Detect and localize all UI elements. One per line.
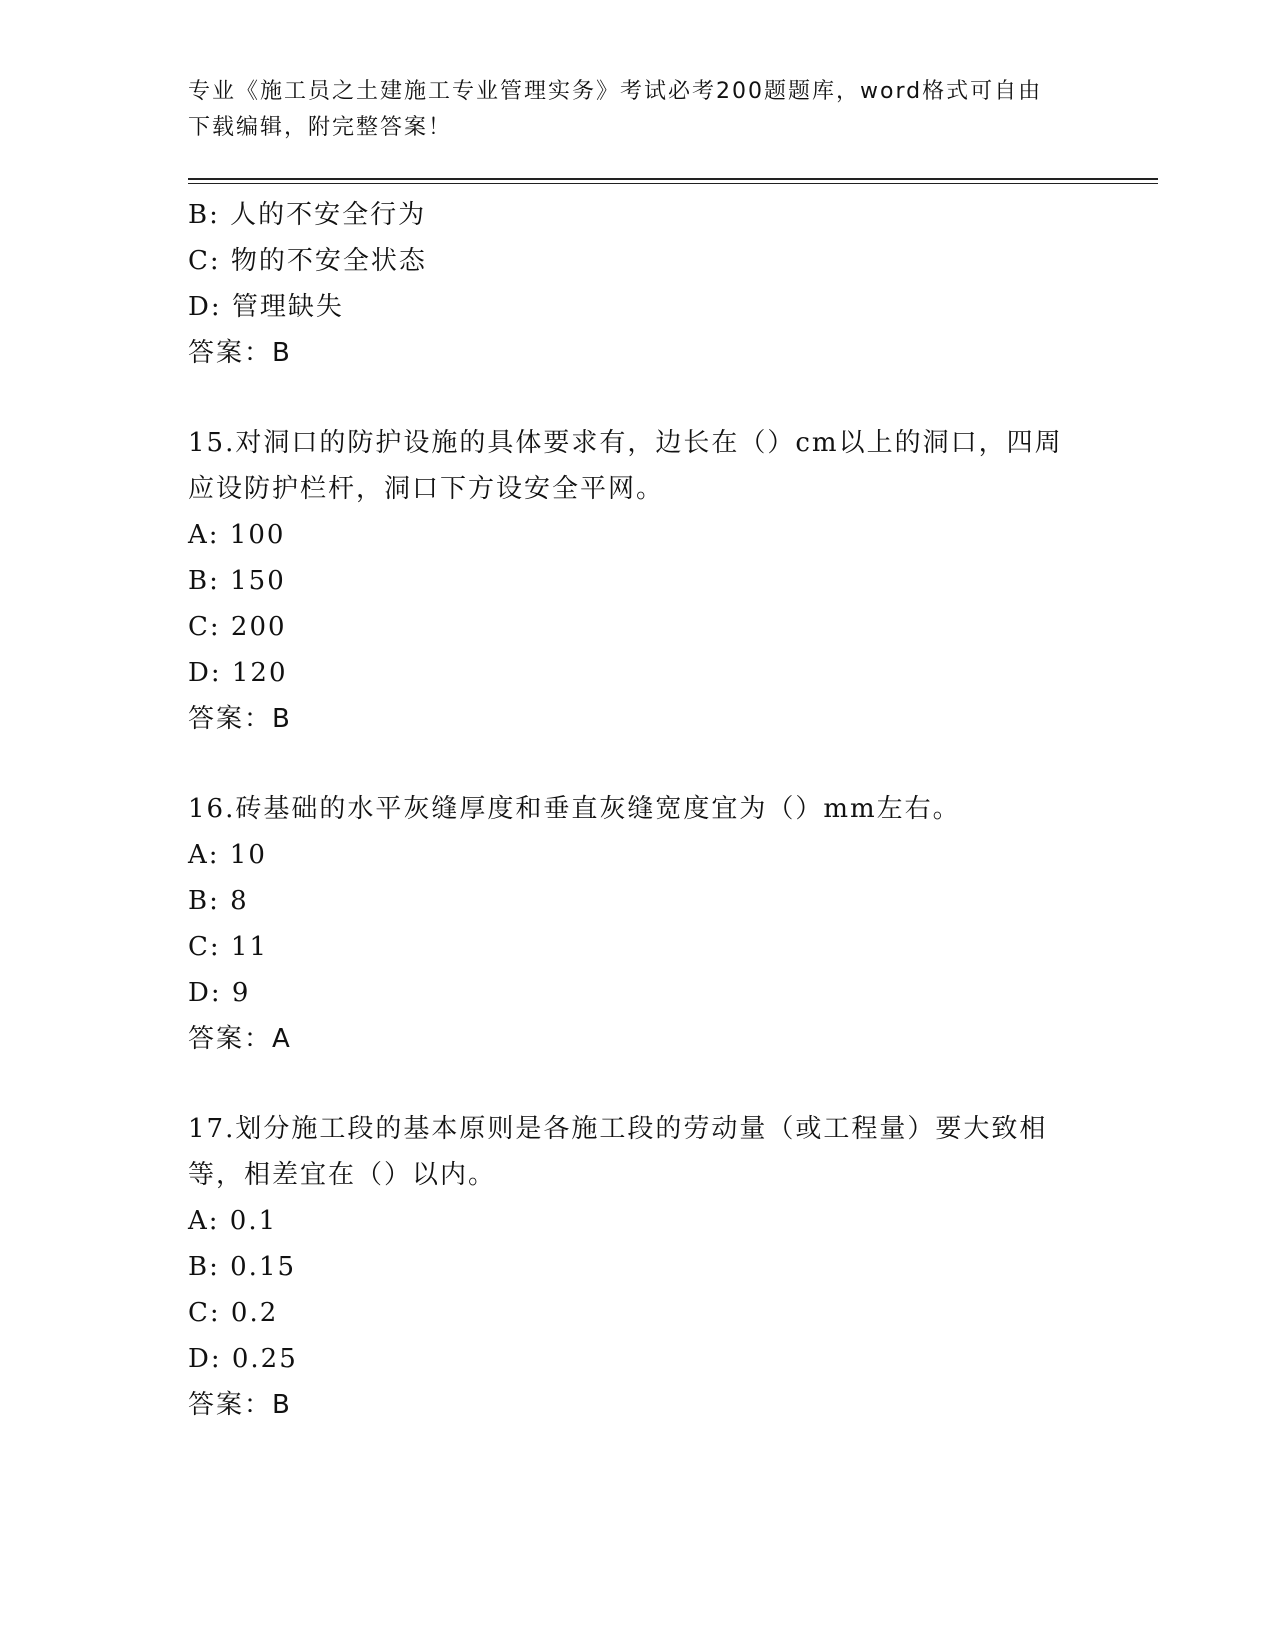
option-d: D: 9 <box>188 978 251 1008</box>
answer-line: 答案：A <box>188 1024 292 1054</box>
option-a: A: 100 <box>188 520 286 550</box>
option-d: D: 120 <box>188 658 288 688</box>
question-text: 16.砖基础的水平灰缝厚度和垂直灰缝宽度宜为（）mm左右。 <box>188 794 961 824</box>
option-b: B: 人的不安全行为 <box>188 200 427 230</box>
question-block-carryover <box>188 192 1088 376</box>
question-block-16 <box>188 786 1088 1062</box>
header-divider-thin <box>188 183 1158 184</box>
option-c: C: 物的不安全状态 <box>188 246 427 276</box>
option-b: B: 150 <box>188 566 286 596</box>
answer-line: 答案：B <box>188 1390 292 1420</box>
option-a: A: 0.1 <box>188 1206 278 1236</box>
question-text: 17.划分施工段的基本原则是各施工段的劳动量（或工程量）要大致相等，相差宜在（）以内。 <box>188 1114 1048 1190</box>
option-d: D: 管理缺失 <box>188 292 344 322</box>
answer-line: 答案：B <box>188 704 292 734</box>
question-block-15 <box>188 420 1088 742</box>
header-divider-thick <box>188 178 1158 180</box>
header-line-2: 下载编辑，附完整答案！ <box>188 115 453 140</box>
option-b: B: 0.15 <box>188 1252 297 1282</box>
option-a: A: 10 <box>188 840 267 870</box>
option-b: B: 8 <box>188 886 249 916</box>
option-d: D: 0.25 <box>188 1344 298 1374</box>
header-line-1: 专业《施工员之土建施工专业管理实务》考试必考200题题库，word格式可自由 <box>188 79 1043 104</box>
document-header <box>188 74 1068 146</box>
question-text: 15.对洞口的防护设施的具体要求有，边长在（）cm以上的洞口，四周应设防护栏杆，洞口下方设安全平网。 <box>188 428 1063 504</box>
option-c: C: 200 <box>188 612 287 642</box>
answer-line: 答案：B <box>188 338 292 368</box>
question-block-17 <box>188 1106 1088 1428</box>
option-c: C: 0.2 <box>188 1298 279 1328</box>
question-list <box>188 192 1088 1428</box>
option-c: C: 11 <box>188 932 269 962</box>
